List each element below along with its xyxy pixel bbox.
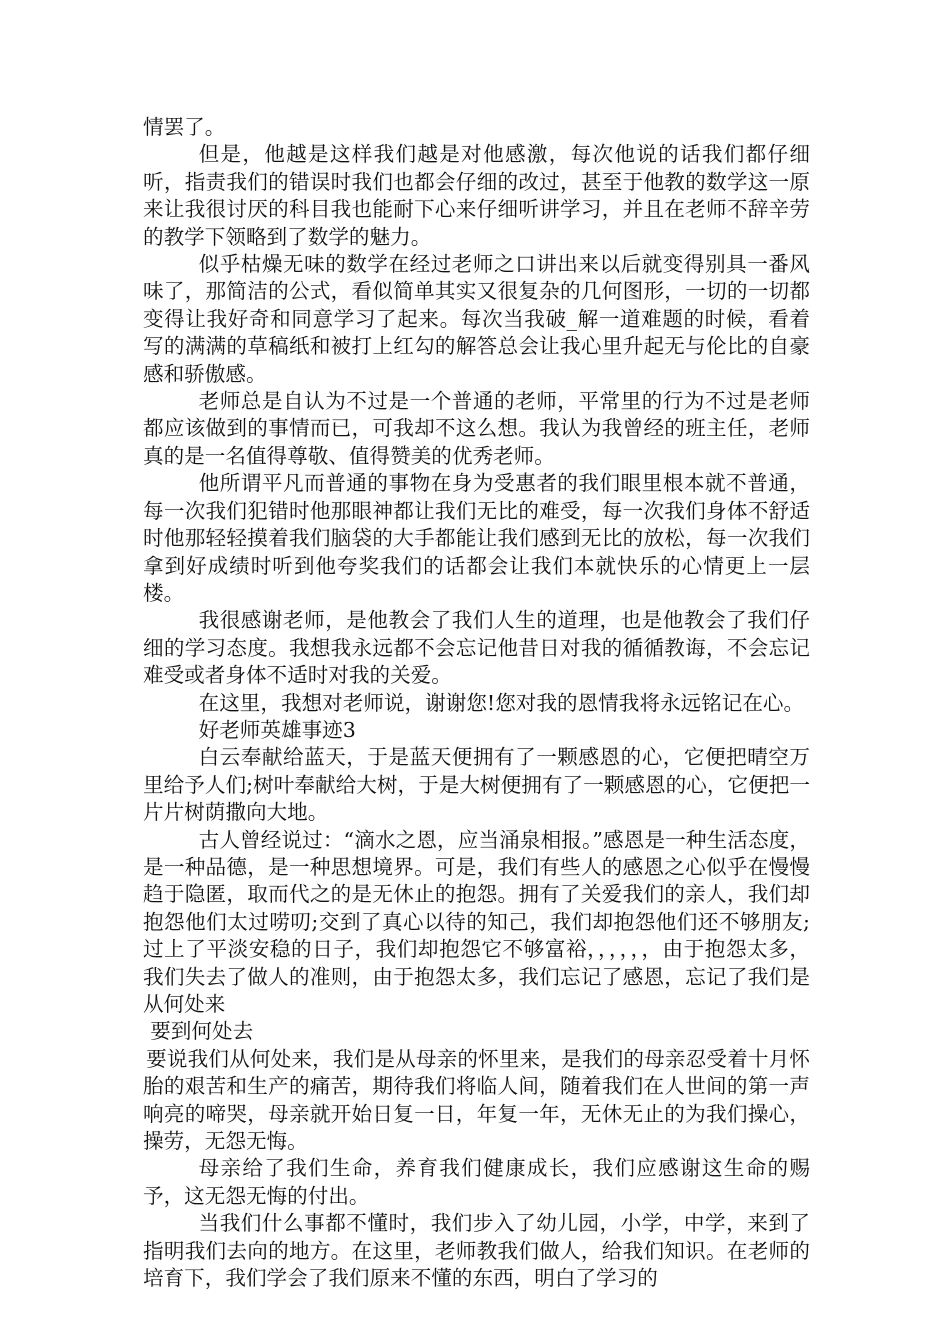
paragraph: 情罢了。: [143, 115, 226, 139]
paragraph: 在这里，我想对老师说，谢谢您!您对我的恩情我将永远铭记在心。: [198, 690, 805, 715]
paragraph: 我很感谢老师，是他教会了我们人生的道理，也是他教会了我们仔细的学习态度。我想我永远都不会忘记他昔日对我的循循教诲，不会忘记难受或者身体不适时对我的关爱。: [143, 608, 810, 688]
paragraph: 要说我们从何处来，我们是从母亲的怀里来，是我们的母亲忍受着十月怀胎的艰苦和生产的痛苦，期待我们将临人间，随着我们在人世间的第一声响亮的啼哭，母亲就开始日复一日，年复一年，无休无止的为我们操心，操劳，无怨无悔。: [143, 1046, 810, 1154]
paragraph: 当我们什么事都不懂时，我们步入了幼儿园，小学，中学，来到了指明我们去向的地方。在这里，老师教我们做人，给我们知识。在老师的培育下，我们学会了我们原来不懂的东西，明白了学习的: [143, 1211, 810, 1291]
paragraph: 白云奉献给蓝天，于是蓝天便拥有了一颗感恩的心，它便把晴空万里给予人们;树叶奉献给大树，于是大树便拥有了一颗感恩的心，它便把一片片树荫撒向大地。: [143, 745, 810, 825]
paragraph: 似乎枯燥无味的数学在经过老师之口讲出来以后就变得别具一番风味了，那简洁的公式，看似简单其实又很复杂的几何图形，一切的一切都变得让我好奇和同意学习了起来。每次当我破_解一道难题的时候，看着写的满满的草稿纸和被打上红勾的解答总会让我心里升起无与伦比的自豪感和骄傲感。: [143, 252, 810, 386]
document-body: [143, 114, 810, 1292]
section-heading: 好老师英雄事迹3: [198, 717, 356, 742]
paragraph: 母亲给了我们生命，养育我们健康成长，我们应感谢这生命的赐予，这无怨无悔的付出。: [143, 1156, 810, 1208]
paragraph: 古人曾经说过：“滴水之恩，应当涌泉相报。”感恩是一种生活态度，是一种品德，是一种思想境界。可是，我们有些人的感恩之心似乎在慢慢趋于隐匿，取而代之的是无休止的抱怨。拥有了关爱我们的亲人，我们却抱怨他们太过唠叨;交到了真心以待的知己，我们却抱怨他们还不够朋友;过上了平淡安稳的日子，我们却抱怨它不够富裕，，，，，，由于抱怨太多，我们失去了做人的准则，由于抱怨太多，我们忘记了感恩，忘记了我们是从何处来: [143, 827, 810, 1016]
paragraph: 老师总是自认为不过是一个普通的老师，平常里的行为不过是老师都应该做到的事情而已，可我却不这么想。我认为我曾经的班主任，老师真的是一名值得尊敬、值得赞美的优秀老师。: [143, 389, 810, 468]
paragraph: 他所谓平凡而普通的事物在身为受惠者的我们眼里根本就不普通，每一次我们犯错时他那眼神都让我们无比的难受，每一次我们身体不舒适时他那轻轻摸着我们脑袋的大手都能让我们感到无比的放松，每一次我们拿到好成绩时听到他夸奖我们的话都会让我们本就快乐的心情更上一层楼。: [143, 471, 810, 605]
paragraph: 但是，他越是这样我们越是对他感激，每次他说的话我们都仔细听，指责我们的错误时我们也都会仔细的改过，甚至于他教的数学这一原来让我很讨厌的科目我也能耐下心来仔细听讲学习，并且在老师不辞辛劳的教学下领略到了数学的魅力。: [143, 142, 810, 249]
paragraph: 要到何处去: [150, 1019, 254, 1044]
